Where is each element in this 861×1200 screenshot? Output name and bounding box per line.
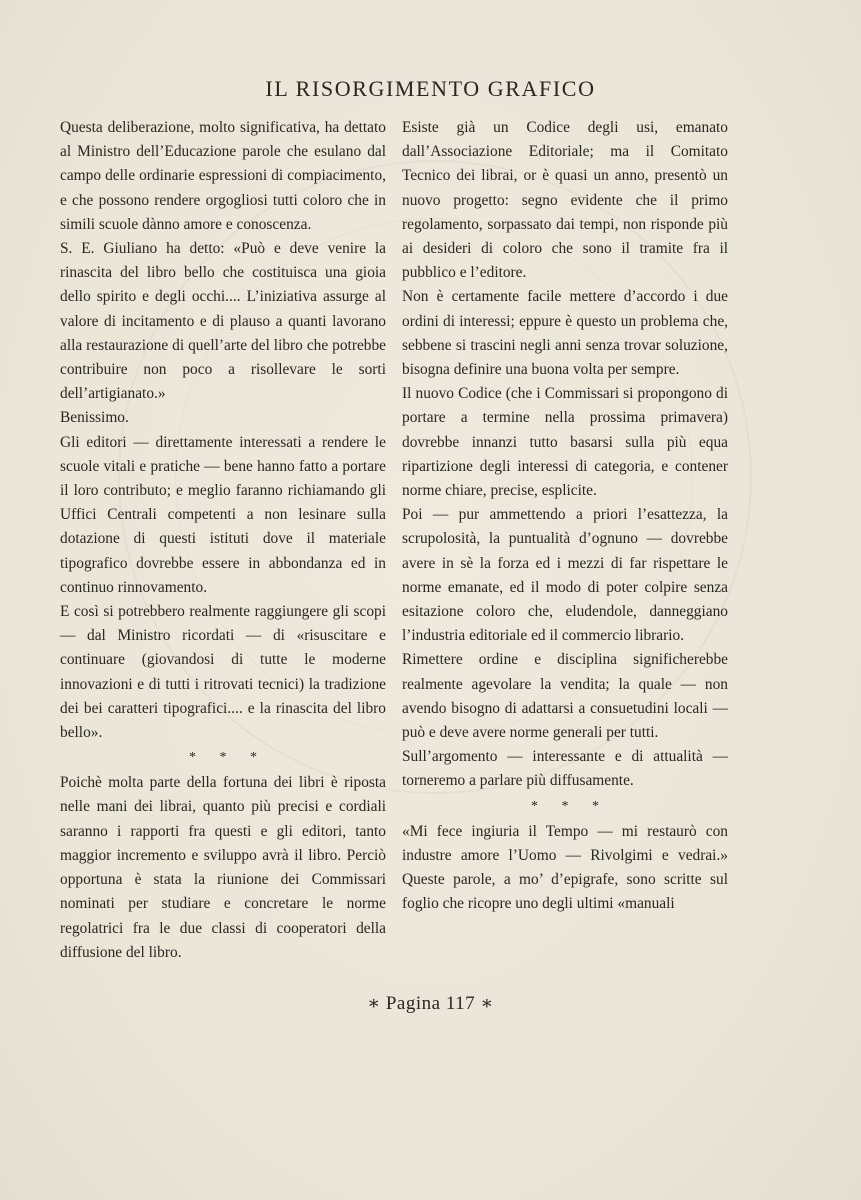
paragraph: Gli editori — direttamente interessati a rendere le scuole vitali e pratiche — bene hanno fatto a portare il loro contributo; e meglio faranno richiamando gli Uffici Centrali competenti a non lesinare sulla dotazione di questi istituti dove il materiale tipografico dovrebbe essere in abbondanza ed in continuo rinnovamento. [60, 433, 386, 596]
running-header: IL RISORGIMENTO GRAFICO [265, 76, 596, 101]
paragraph: Esiste già un Codice degli usi, emanato dall’Associazione Editoriale; ma il Comitato Tecnico dei librai, or è quasi un anno, presentò un nuovo progetto: segno evidente che il primo regolamento, sorpassato dai tempi, non risponde più ai desideri di coloro che sono il tramite fra il pubblico e l’editore. [402, 119, 728, 282]
paragraph: Poi — pur ammettendo a priori l’esattezza, la scrupolosità, la puntualità d’ognuno — dovrebbe avere in sè la forza ed i mezzi di far rispettare le norme emanate, ed il modo di poter colpire senza esitazione coloro che, eludendole, danneggiano l’industria editoriale ed il commercio librario. [402, 506, 728, 645]
paragraph: S. E. Giuliano ha detto: «Può e deve venire la rinascita del libro bello che costituisca una gioia dello spirito e degli occhi.... L’iniziativa assurge al valore di incitamento e di plauso a quanti lavorano alla restaurazione di quell’arte del libro che potrebbe contribuire non poco a risollevare le sorti dell’artigianato.» [60, 240, 386, 403]
right-column [402, 116, 728, 917]
paragraph: Questa deliberazione, molto significativa, ha dettato al Ministro dell’Educazione parole che esulano dal campo delle ordinarie espressioni di compiacimento, e che possono rendere orgogliosi tutti coloro che in simili scuole dànno amore e conoscenza. [60, 119, 386, 233]
section-separator: * * * [531, 798, 609, 814]
paragraph: Non è certamente facile mettere d’accordo i due ordini di interessi; eppure è questo un problema che, sebbene si trascini negli anni senza trovar soluzione, bisogna definire una buona volta per sempre. [402, 288, 728, 379]
paragraph: Sull’argomento — interessante e di attualità — torneremo a parlare più diffusamente. [402, 748, 728, 790]
left-column [60, 116, 386, 965]
paragraph: Il nuovo Codice (che i Commissari si propongono di portare a termine nella prossima primavera) dovrebbe innanzi tutto basarsi sulla più equa ripartizione degli interessi di categoria, e contener norme chiare, precise, esplicite. [402, 385, 728, 500]
paragraph: Poichè molta parte della fortuna dei libri è riposta nelle mani dei librai, quanto più precisi e cordiali saranno i rapporti fra questi e gli editori, tanto maggior incremento e sviluppo avrà il libro. Perciò opportuna è stata la riunione dei Commissari nominati per studiare e concretare le norme regolatrici fra le due classi di cooperatori della diffusione del libro. [60, 774, 386, 961]
paragraph: Rimettere ordine e disciplina significherebbe realmente agevolare la vendita; la quale — non avendo bisogno di adattarsi a consuetudini locali — può e deve avere norme generali per tutti. [402, 651, 728, 742]
page-number: ∗ Pagina 117 ∗ [367, 993, 494, 1014]
section-separator: * * * [189, 750, 267, 766]
paragraph: E così si potrebbero realmente raggiungere gli scopi — dal Ministro ricordati — di «risuscitare e continuare (giovandosi di tutte le moderne innovazioni e di tutti i ritrovati tecnici) la tradizione dei bei caratteri tipografici.... e la rinascita del libro bello». [60, 603, 386, 742]
paragraph: Benissimo. [60, 409, 129, 427]
paragraph: «Mi fece ingiuria il Tempo — mi restaurò con industre amore l’Uomo — Rivolgimi e vedrai.» Queste parole, a mo’ d’epigrafe, sono scritte sul foglio che ricopre uno degli ultimi «manuali [402, 822, 728, 913]
